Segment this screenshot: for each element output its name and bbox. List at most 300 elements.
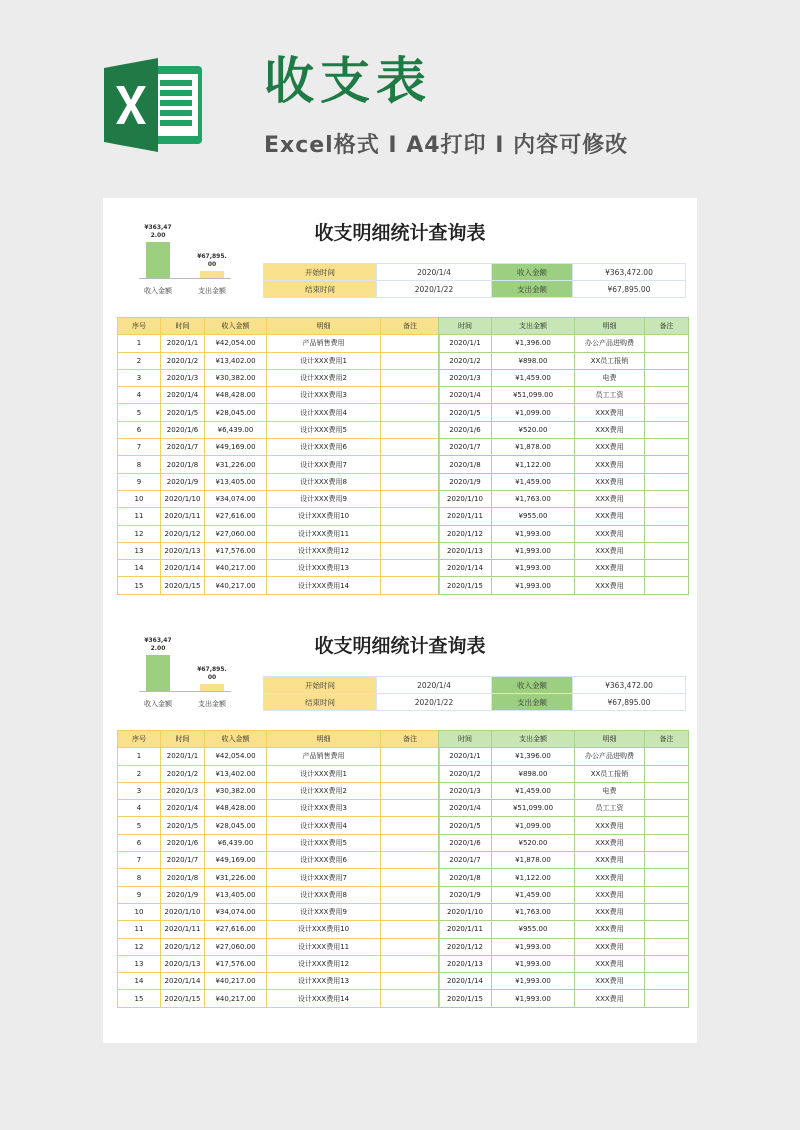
table-cell[interactable] — [645, 955, 689, 972]
table-cell[interactable] — [381, 421, 440, 438]
table-cell[interactable]: 设计XXX费用11 — [267, 525, 381, 542]
table-cell[interactable]: 2020/1/14 — [439, 560, 492, 577]
table-cell[interactable] — [381, 748, 440, 765]
table-cell[interactable] — [645, 921, 689, 938]
table-cell[interactable]: 设计XXX费用13 — [267, 560, 381, 577]
table-cell[interactable]: 13 — [118, 542, 161, 559]
table-cell[interactable] — [645, 542, 689, 559]
table-cell[interactable]: 2020/1/7 — [161, 439, 205, 456]
table-cell[interactable]: ¥1,993.00 — [492, 525, 575, 542]
table-cell[interactable]: 产品销售费用 — [267, 748, 381, 765]
table-cell[interactable]: ¥520.00 — [492, 421, 575, 438]
table-cell[interactable]: ¥955.00 — [492, 508, 575, 525]
table-cell[interactable]: 2020/1/8 — [161, 456, 205, 473]
table-cell[interactable] — [645, 800, 689, 817]
table-cell[interactable] — [645, 352, 689, 369]
table-cell[interactable]: ¥1,993.00 — [492, 955, 575, 972]
table-cell[interactable] — [381, 577, 440, 594]
table-cell[interactable]: 7 — [118, 439, 161, 456]
table-row — [439, 834, 689, 851]
table-cell[interactable]: XXX费用 — [575, 490, 645, 507]
table-cell[interactable]: 2020/1/10 — [439, 490, 492, 507]
table-cell[interactable]: 设计XXX费用11 — [267, 938, 381, 955]
table-cell[interactable] — [645, 421, 689, 438]
table-cell[interactable] — [381, 439, 440, 456]
table-cell[interactable]: XXX费用 — [575, 990, 645, 1007]
table-cell[interactable]: 3 — [118, 782, 161, 799]
table-cell[interactable]: 2020/1/11 — [439, 508, 492, 525]
table-cell[interactable]: 8 — [118, 456, 161, 473]
table-cell[interactable]: 2020/1/1 — [439, 748, 492, 765]
table-cell[interactable] — [645, 508, 689, 525]
table-cell[interactable]: ¥1,993.00 — [492, 973, 575, 990]
table-cell[interactable] — [381, 352, 440, 369]
table-cell[interactable]: 2020/1/6 — [161, 421, 205, 438]
table-cell[interactable]: XXX费用 — [575, 525, 645, 542]
table-cell[interactable]: 7 — [118, 852, 161, 869]
table-cell[interactable]: 2020/1/14 — [161, 560, 205, 577]
table-cell[interactable]: 13 — [118, 955, 161, 972]
table-row — [118, 560, 440, 577]
table-cell[interactable]: 办公产品进购费 — [575, 748, 645, 765]
table-cell[interactable]: ¥1,099.00 — [492, 404, 575, 421]
table-cell[interactable] — [381, 369, 440, 386]
table-cell[interactable]: ¥27,616.00 — [205, 921, 267, 938]
table-cell[interactable] — [381, 886, 440, 903]
table-cell[interactable]: 设计XXX费用7 — [267, 456, 381, 473]
table-cell[interactable]: 2020/1/8 — [161, 869, 205, 886]
chart-axis — [139, 278, 231, 279]
table-cell[interactable] — [645, 387, 689, 404]
table-cell[interactable] — [645, 938, 689, 955]
table-cell[interactable]: 设计XXX费用3 — [267, 387, 381, 404]
table-row — [118, 800, 440, 817]
table-cell[interactable]: 2020/1/8 — [439, 456, 492, 473]
table-cell[interactable]: 2020/1/2 — [439, 352, 492, 369]
table-cell[interactable]: ¥955.00 — [492, 921, 575, 938]
table-cell[interactable]: ¥40,217.00 — [205, 990, 267, 1007]
table-cell[interactable]: 设计XXX费用14 — [267, 990, 381, 1007]
table-cell[interactable] — [645, 990, 689, 1007]
table-cell[interactable] — [381, 560, 440, 577]
table-cell[interactable] — [381, 542, 440, 559]
table-cell[interactable] — [381, 852, 440, 869]
table-cell[interactable]: XXX费用 — [575, 886, 645, 903]
table-cell[interactable]: 2020/1/15 — [439, 577, 492, 594]
table-cell[interactable] — [645, 525, 689, 542]
table-cell[interactable]: ¥898.00 — [492, 765, 575, 782]
table-cell[interactable]: ¥27,060.00 — [205, 525, 267, 542]
table-cell[interactable]: 2020/1/11 — [161, 508, 205, 525]
table-cell[interactable]: 2020/1/9 — [439, 473, 492, 490]
table-row — [439, 938, 689, 955]
table-cell[interactable]: 设计XXX费用8 — [267, 886, 381, 903]
table-cell[interactable]: 14 — [118, 973, 161, 990]
table-cell[interactable] — [645, 973, 689, 990]
table-row — [439, 990, 689, 1007]
table-cell[interactable]: 2020/1/6 — [161, 834, 205, 851]
table-cell[interactable]: ¥48,428.00 — [205, 800, 267, 817]
table-cell[interactable]: 设计XXX费用7 — [267, 869, 381, 886]
table-cell[interactable]: 设计XXX费用10 — [267, 508, 381, 525]
table-cell[interactable]: XXX费用 — [575, 508, 645, 525]
table-cell[interactable]: 5 — [118, 817, 161, 834]
table-cell[interactable]: XXX费用 — [575, 542, 645, 559]
table-cell[interactable]: 2020/1/15 — [161, 577, 205, 594]
table-cell[interactable] — [381, 765, 440, 782]
table-cell[interactable]: 2020/1/1 — [161, 335, 205, 352]
bar-expense — [200, 271, 224, 278]
expense-table — [438, 317, 689, 595]
table-cell[interactable]: 9 — [118, 473, 161, 490]
table-cell[interactable]: 5 — [118, 404, 161, 421]
table-cell[interactable]: 2020/1/13 — [161, 955, 205, 972]
start-time-value[interactable]: 2020/1/4 — [377, 264, 492, 281]
table-cell[interactable]: 员工工资 — [575, 800, 645, 817]
table-cell[interactable]: 6 — [118, 834, 161, 851]
table-cell[interactable]: 设计XXX费用12 — [267, 542, 381, 559]
table-cell[interactable]: XXX费用 — [575, 921, 645, 938]
table-cell[interactable] — [645, 903, 689, 920]
table-cell[interactable]: 11 — [118, 508, 161, 525]
table-cell[interactable]: 2020/1/4 — [161, 800, 205, 817]
table-cell[interactable]: 2020/1/14 — [439, 973, 492, 990]
table-cell[interactable] — [381, 800, 440, 817]
table-cell[interactable]: ¥1,459.00 — [492, 886, 575, 903]
table-cell[interactable] — [645, 748, 689, 765]
table-cell[interactable] — [645, 869, 689, 886]
table-cell[interactable]: ¥17,576.00 — [205, 955, 267, 972]
query-summary-table — [263, 676, 686, 711]
table-cell[interactable]: XXX费用 — [575, 834, 645, 851]
table-cell[interactable] — [381, 903, 440, 920]
table-cell[interactable]: 2020/1/5 — [439, 404, 492, 421]
table-cell[interactable] — [645, 765, 689, 782]
table-cell[interactable]: 3 — [118, 369, 161, 386]
table-cell[interactable]: ¥1,993.00 — [492, 542, 575, 559]
table-cell[interactable]: 2020/1/5 — [161, 404, 205, 421]
table-cell[interactable] — [645, 369, 689, 386]
table-cell[interactable]: ¥42,054.00 — [205, 748, 267, 765]
table-cell[interactable]: 设计XXX费用8 — [267, 473, 381, 490]
table-cell[interactable]: ¥1,993.00 — [492, 560, 575, 577]
table-cell[interactable]: 2020/1/14 — [161, 973, 205, 990]
table-cell[interactable]: ¥17,576.00 — [205, 542, 267, 559]
table-cell[interactable]: 2020/1/12 — [161, 525, 205, 542]
table-cell[interactable]: ¥49,169.00 — [205, 439, 267, 456]
table-cell[interactable] — [381, 473, 440, 490]
table-cell[interactable]: 2020/1/3 — [439, 782, 492, 799]
table-cell[interactable]: 员工工资 — [575, 387, 645, 404]
table-cell[interactable] — [645, 473, 689, 490]
category-label: 收入金额 — [144, 700, 172, 708]
table-cell[interactable]: 设计XXX费用2 — [267, 782, 381, 799]
table-cell[interactable]: 6 — [118, 421, 161, 438]
table-cell[interactable] — [645, 577, 689, 594]
table-cell[interactable]: 2020/1/13 — [439, 955, 492, 972]
table-cell[interactable]: 2020/1/5 — [161, 817, 205, 834]
table-cell[interactable]: 设计XXX费用3 — [267, 800, 381, 817]
table-cell[interactable]: ¥1,459.00 — [492, 369, 575, 386]
table-cell[interactable]: 设计XXX费用1 — [267, 352, 381, 369]
table-cell[interactable]: XXX费用 — [575, 903, 645, 920]
table-cell[interactable] — [645, 490, 689, 507]
table-cell[interactable]: ¥1,878.00 — [492, 439, 575, 456]
table-cell[interactable]: 4 — [118, 387, 161, 404]
table-cell[interactable]: 14 — [118, 560, 161, 577]
table-cell[interactable]: 8 — [118, 869, 161, 886]
table-cell[interactable]: ¥28,045.00 — [205, 817, 267, 834]
table-cell[interactable] — [645, 817, 689, 834]
table-cell[interactable]: 2020/1/2 — [161, 765, 205, 782]
table-cell[interactable]: 设计XXX费用2 — [267, 369, 381, 386]
end-time-value[interactable]: 2020/1/22 — [377, 281, 492, 298]
table-cell[interactable]: 2 — [118, 765, 161, 782]
data-label: ¥363,472.00 — [144, 637, 172, 652]
table-cell[interactable]: 15 — [118, 577, 161, 594]
table-cell[interactable] — [645, 782, 689, 799]
table-cell[interactable]: 2020/1/7 — [439, 852, 492, 869]
table-cell[interactable]: ¥51,099.00 — [492, 800, 575, 817]
table-cell[interactable]: XXX费用 — [575, 473, 645, 490]
table-cell[interactable]: 2020/1/9 — [161, 473, 205, 490]
table-cell[interactable]: XXX费用 — [575, 404, 645, 421]
table-cell[interactable]: 2020/1/4 — [439, 800, 492, 817]
table-cell[interactable]: 2020/1/15 — [161, 990, 205, 1007]
table-cell[interactable]: 2020/1/9 — [439, 886, 492, 903]
table-cell[interactable]: XXX费用 — [575, 869, 645, 886]
table-cell[interactable]: ¥30,382.00 — [205, 369, 267, 386]
table-cell[interactable] — [381, 525, 440, 542]
table-cell[interactable]: XX员工报销 — [575, 765, 645, 782]
table-cell[interactable]: ¥13,402.00 — [205, 352, 267, 369]
table-row — [439, 921, 689, 938]
expense-total-label: 支出金额 — [492, 694, 573, 711]
table-cell[interactable]: 2020/1/12 — [161, 938, 205, 955]
table-cell[interactable] — [645, 852, 689, 869]
table-cell[interactable]: 2020/1/15 — [439, 990, 492, 1007]
table-cell[interactable]: 设计XXX费用13 — [267, 973, 381, 990]
table-cell[interactable]: 设计XXX费用12 — [267, 955, 381, 972]
table-cell[interactable] — [381, 869, 440, 886]
table-cell[interactable]: ¥1,459.00 — [492, 473, 575, 490]
table-cell[interactable]: 2020/1/2 — [439, 765, 492, 782]
table-cell[interactable]: 2020/1/11 — [439, 921, 492, 938]
table-cell[interactable]: 2020/1/3 — [161, 369, 205, 386]
table-cell[interactable]: 2020/1/7 — [439, 439, 492, 456]
table-cell[interactable]: 设计XXX费用10 — [267, 921, 381, 938]
table-cell[interactable]: ¥1,122.00 — [492, 869, 575, 886]
table-cell[interactable]: ¥1,122.00 — [492, 456, 575, 473]
table-cell[interactable]: 2020/1/1 — [439, 335, 492, 352]
table-cell[interactable]: ¥40,217.00 — [205, 560, 267, 577]
table-row — [118, 938, 440, 955]
table-cell[interactable]: XXX费用 — [575, 938, 645, 955]
table-cell[interactable]: ¥48,428.00 — [205, 387, 267, 404]
table-cell[interactable]: 9 — [118, 886, 161, 903]
table-cell[interactable]: 2020/1/12 — [439, 525, 492, 542]
table-cell[interactable]: XXX费用 — [575, 955, 645, 972]
table-cell[interactable] — [645, 834, 689, 851]
table-cell[interactable]: ¥40,217.00 — [205, 577, 267, 594]
table-cell[interactable]: XX员工报销 — [575, 352, 645, 369]
table-cell[interactable]: XXX费用 — [575, 456, 645, 473]
table-cell[interactable]: ¥1,993.00 — [492, 938, 575, 955]
table-cell[interactable]: 设计XXX费用1 — [267, 765, 381, 782]
table-cell[interactable] — [381, 456, 440, 473]
table-cell[interactable]: 电费 — [575, 782, 645, 799]
table-cell[interactable]: XXX费用 — [575, 817, 645, 834]
table-cell[interactable] — [381, 404, 440, 421]
table-cell[interactable]: 1 — [118, 748, 161, 765]
section-title: 收支明细统计查询表 — [314, 635, 486, 657]
table-cell[interactable]: ¥1,099.00 — [492, 817, 575, 834]
table-row — [439, 852, 689, 869]
table-cell[interactable] — [645, 886, 689, 903]
table-cell[interactable] — [381, 955, 440, 972]
column-header: 备注 — [645, 731, 689, 748]
table-cell[interactable]: ¥13,405.00 — [205, 886, 267, 903]
table-cell[interactable]: 2020/1/10 — [161, 490, 205, 507]
table-cell[interactable]: 设计XXX费用9 — [267, 903, 381, 920]
table-cell[interactable]: XXX费用 — [575, 421, 645, 438]
table-cell[interactable]: 2020/1/10 — [161, 903, 205, 920]
table-cell[interactable]: 设计XXX费用4 — [267, 404, 381, 421]
table-cell[interactable]: ¥1,396.00 — [492, 335, 575, 352]
table-cell[interactable] — [645, 560, 689, 577]
table-cell[interactable]: ¥1,763.00 — [492, 903, 575, 920]
table-cell[interactable]: ¥34,074.00 — [205, 490, 267, 507]
table-cell[interactable]: ¥42,054.00 — [205, 335, 267, 352]
table-cell[interactable]: 设计XXX费用14 — [267, 577, 381, 594]
table-cell[interactable]: ¥1,459.00 — [492, 782, 575, 799]
table-cell[interactable]: 设计XXX费用9 — [267, 490, 381, 507]
table-cell[interactable]: 12 — [118, 525, 161, 542]
table-cell[interactable]: 10 — [118, 490, 161, 507]
table-cell[interactable]: ¥898.00 — [492, 352, 575, 369]
table-cell[interactable]: 设计XXX费用6 — [267, 439, 381, 456]
table-cell[interactable] — [381, 973, 440, 990]
table-cell[interactable]: XXX费用 — [575, 852, 645, 869]
table-cell[interactable]: 电费 — [575, 369, 645, 386]
table-cell[interactable]: ¥27,616.00 — [205, 508, 267, 525]
table-cell[interactable]: 2020/1/1 — [161, 748, 205, 765]
table-cell[interactable]: 2020/1/10 — [439, 903, 492, 920]
table-cell[interactable]: XXX费用 — [575, 577, 645, 594]
table-cell[interactable] — [381, 817, 440, 834]
table-cell[interactable]: XXX费用 — [575, 560, 645, 577]
table-cell[interactable]: ¥1,878.00 — [492, 852, 575, 869]
table-cell[interactable] — [645, 439, 689, 456]
table-cell[interactable]: 设计XXX费用5 — [267, 834, 381, 851]
table-cell[interactable]: ¥6,439.00 — [205, 834, 267, 851]
table-row — [439, 869, 689, 886]
table-cell[interactable]: 2020/1/13 — [161, 542, 205, 559]
column-header: 收入金额 — [205, 318, 267, 335]
table-cell[interactable]: ¥30,382.00 — [205, 782, 267, 799]
table-cell[interactable]: 2020/1/6 — [439, 834, 492, 851]
table-cell[interactable]: 产品销售费用 — [267, 335, 381, 352]
table-cell[interactable]: 12 — [118, 938, 161, 955]
table-cell[interactable]: ¥1,396.00 — [492, 748, 575, 765]
table-cell[interactable]: 2020/1/12 — [439, 938, 492, 955]
table-cell[interactable]: 15 — [118, 990, 161, 1007]
table-cell[interactable] — [645, 335, 689, 352]
table-cell[interactable]: ¥49,169.00 — [205, 852, 267, 869]
table-cell[interactable] — [381, 508, 440, 525]
table-cell[interactable]: ¥13,402.00 — [205, 765, 267, 782]
bar-income — [146, 242, 170, 278]
table-cell[interactable]: 2020/1/11 — [161, 921, 205, 938]
table-cell[interactable]: ¥1,993.00 — [492, 990, 575, 1007]
table-cell[interactable] — [645, 456, 689, 473]
table-cell[interactable]: 设计XXX费用6 — [267, 852, 381, 869]
table-cell[interactable]: 4 — [118, 800, 161, 817]
table-row — [118, 439, 440, 456]
table-cell[interactable] — [381, 490, 440, 507]
table-cell[interactable]: 2 — [118, 352, 161, 369]
table-cell[interactable]: ¥31,226.00 — [205, 456, 267, 473]
table-cell[interactable]: 2020/1/4 — [161, 387, 205, 404]
table-cell[interactable]: ¥28,045.00 — [205, 404, 267, 421]
table-cell[interactable] — [381, 834, 440, 851]
table-cell[interactable]: 2020/1/9 — [161, 886, 205, 903]
table-cell[interactable]: 10 — [118, 903, 161, 920]
table-cell[interactable]: XXX费用 — [575, 439, 645, 456]
column-header: 时间 — [161, 318, 205, 335]
table-cell[interactable]: 2020/1/3 — [161, 782, 205, 799]
table-cell[interactable] — [645, 404, 689, 421]
chart-axis — [139, 691, 231, 692]
table-cell[interactable]: ¥31,226.00 — [205, 869, 267, 886]
table-cell[interactable]: 2020/1/7 — [161, 852, 205, 869]
table-cell[interactable]: ¥520.00 — [492, 834, 575, 851]
table-cell[interactable]: ¥1,993.00 — [492, 577, 575, 594]
table-cell[interactable]: 1 — [118, 335, 161, 352]
table-cell[interactable]: 2020/1/5 — [439, 817, 492, 834]
table-cell[interactable]: 2020/1/8 — [439, 869, 492, 886]
start-time-value[interactable]: 2020/1/4 — [377, 677, 492, 694]
table-cell[interactable]: ¥6,439.00 — [205, 421, 267, 438]
table-cell[interactable]: 设计XXX费用4 — [267, 817, 381, 834]
table-cell[interactable]: ¥34,074.00 — [205, 903, 267, 920]
table-cell[interactable] — [381, 335, 440, 352]
table-row — [439, 421, 689, 438]
table-cell[interactable]: ¥13,405.00 — [205, 473, 267, 490]
table-cell[interactable]: 2020/1/3 — [439, 369, 492, 386]
table-cell[interactable]: ¥27,060.00 — [205, 938, 267, 955]
table-cell[interactable]: ¥51,099.00 — [492, 387, 575, 404]
table-cell[interactable]: 设计XXX费用5 — [267, 421, 381, 438]
table-cell[interactable]: XXX费用 — [575, 973, 645, 990]
table-cell[interactable]: 2020/1/6 — [439, 421, 492, 438]
table-cell[interactable]: ¥1,763.00 — [492, 490, 575, 507]
table-cell[interactable]: 11 — [118, 921, 161, 938]
table-cell[interactable]: 2020/1/13 — [439, 542, 492, 559]
table-cell[interactable] — [381, 782, 440, 799]
table-cell[interactable]: ¥40,217.00 — [205, 973, 267, 990]
end-time-value[interactable]: 2020/1/22 — [377, 694, 492, 711]
column-header: 时间 — [439, 318, 492, 335]
table-cell[interactable] — [381, 921, 440, 938]
table-cell[interactable]: 办公产品进购费 — [575, 335, 645, 352]
table-cell[interactable] — [381, 990, 440, 1007]
table-cell[interactable]: 2020/1/4 — [439, 387, 492, 404]
table-cell[interactable] — [381, 938, 440, 955]
table-cell[interactable]: 2020/1/2 — [161, 352, 205, 369]
table-cell[interactable] — [381, 387, 440, 404]
page-title: 收支表 — [264, 52, 432, 110]
